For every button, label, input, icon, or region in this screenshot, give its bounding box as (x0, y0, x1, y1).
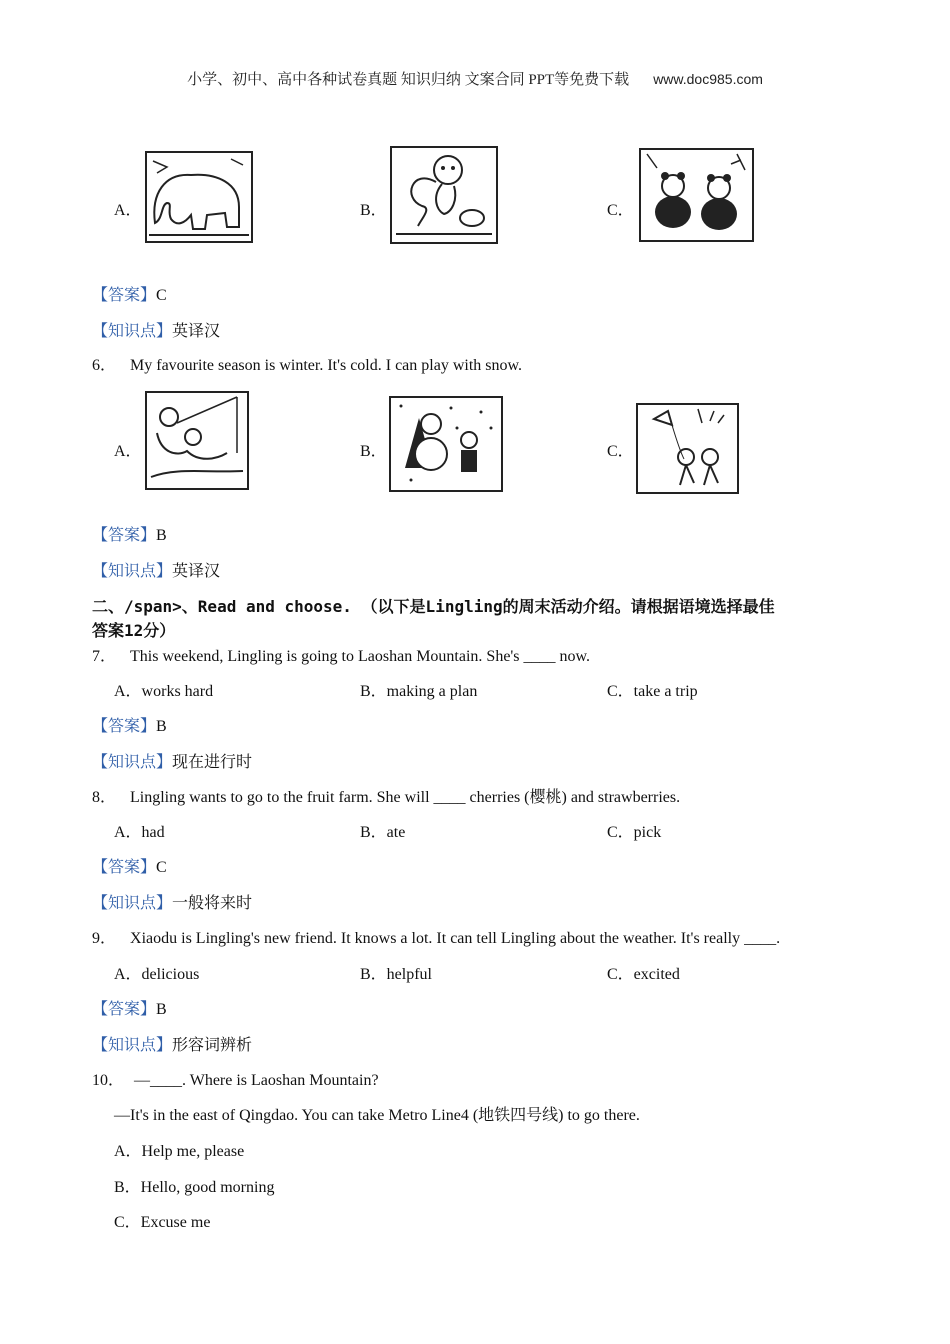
question-number: 9． (92, 930, 117, 947)
q6-option-a-image (145, 391, 249, 490)
q9-option-b: B．helpful (360, 966, 432, 983)
monkey-icon (392, 148, 496, 242)
section-2-heading-line1: 二、/span>、Read and choose. （以下是Lingling的周末活动介绍。请根据语境选择最佳 (92, 597, 775, 616)
knowledge-value: 形容词辨析 (172, 1037, 253, 1054)
answer-value: C (156, 287, 167, 304)
q6-knowledge-point (92, 558, 220, 581)
q7-answer (92, 713, 167, 736)
q8-knowledge-point (92, 890, 252, 913)
snowman-icon (391, 398, 501, 490)
question-number: 7． (92, 648, 117, 665)
q5-option-b-image (390, 146, 498, 244)
question-text: This weekend, Lingling is going to Laoshan Mountain. She's ____ now. (130, 648, 591, 665)
knowledge-value: 现在进行时 (172, 754, 253, 771)
q10-option-b: B．Hello, good morning (114, 1179, 275, 1196)
q7-option-b: B．making a plan (360, 683, 478, 700)
q5-option-a-image (145, 151, 253, 243)
q10-question (92, 1067, 379, 1090)
answer-value: B (156, 1001, 167, 1018)
q8-option-b: B．ate (360, 824, 406, 841)
q5-option-c-label: C． (607, 202, 634, 219)
answer-tag: 【答案】 (92, 1001, 157, 1018)
q5-option-a-label: A． (114, 202, 142, 219)
knowledge-tag: 【知识点】 (92, 563, 173, 580)
question-number: 10． (92, 1072, 125, 1089)
question-text: Lingling wants to go to the fruit farm. She will ____ cherries (樱桃) and strawberries. (130, 789, 681, 806)
q6-answer (92, 522, 167, 545)
q9-option-c: C．excited (607, 966, 680, 983)
question-number: 8． (92, 789, 117, 806)
question-number: 6． (92, 357, 117, 374)
q8-question (92, 784, 680, 807)
question-text: —____. Where is Laoshan Mountain? (134, 1072, 379, 1089)
q6-option-a-label: A． (114, 443, 142, 460)
answer-tag: 【答案】 (92, 527, 157, 544)
answer-tag: 【答案】 (92, 287, 157, 304)
q9-option-a: A．delicious (114, 966, 200, 983)
q8-option-a: A．had (114, 824, 165, 841)
question-text: My favourite season is winter. It's cold. I can play with snow. (130, 357, 523, 374)
section-2-heading-line2: 答案12分） (92, 621, 176, 640)
knowledge-value: 一般将来时 (172, 895, 253, 912)
q8-option-c: C．pick (607, 824, 662, 841)
fishing-icon (147, 393, 247, 488)
q5-option-c-image (639, 148, 754, 242)
q5-knowledge-point (92, 318, 220, 341)
q5-answer (92, 282, 167, 305)
q6-option-b-image (389, 396, 503, 492)
q6-option-c-label: C． (607, 443, 634, 460)
knowledge-value: 英译汉 (172, 563, 221, 580)
knowledge-tag: 【知识点】 (92, 1037, 173, 1054)
q9-question (92, 925, 780, 948)
q10-option-a: A．Help me, please (114, 1143, 245, 1160)
answer-value: B (156, 718, 167, 735)
answer-tag: 【答案】 (92, 859, 157, 876)
question-text: Xiaodu is Lingling's new friend. It knows a lot. It can tell Lingling about the weather. It's really ____. (130, 930, 781, 947)
header-site: www.doc985.com (653, 71, 763, 87)
q10-dialogue-line: —It's in the east of Qingdao. You can take Metro Line4 (地铁四号线) to go there. (114, 1107, 640, 1124)
knowledge-tag: 【知识点】 (92, 754, 173, 771)
answer-value: C (156, 859, 167, 876)
header-text: 小学、初中、高中各种试卷真题 知识归纳 文案合同 PPT等免费下载 (187, 72, 630, 88)
q7-question (92, 643, 590, 666)
q7-knowledge-point (92, 749, 252, 772)
q6-option-b-label: B． (360, 443, 387, 460)
answer-tag: 【答案】 (92, 718, 157, 735)
knowledge-tag: 【知识点】 (92, 323, 173, 340)
answer-value: B (156, 527, 167, 544)
knowledge-value: 英译汉 (172, 323, 221, 340)
page-header (0, 68, 950, 89)
q10-option-c: C．Excuse me (114, 1214, 211, 1231)
q6-question (92, 352, 522, 375)
panda-icon (641, 150, 752, 240)
knowledge-tag: 【知识点】 (92, 895, 173, 912)
elephant-icon (147, 153, 251, 241)
kite-icon (638, 405, 737, 492)
q8-answer (92, 854, 167, 877)
q9-answer (92, 996, 167, 1019)
q6-option-c-image (636, 403, 739, 494)
q5-option-b-label: B． (360, 202, 387, 219)
q9-knowledge-point (92, 1032, 252, 1055)
q7-option-a: A．works hard (114, 683, 214, 700)
q7-option-c: C．take a trip (607, 683, 698, 700)
